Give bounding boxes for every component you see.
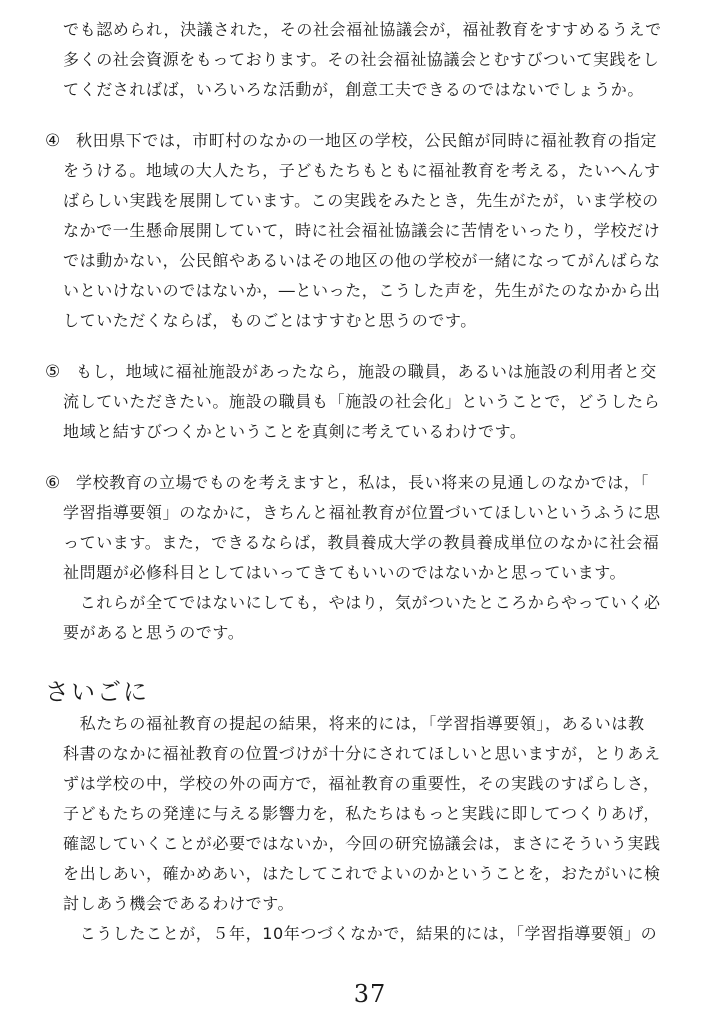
text-line: をうける。地域の大人たち，子どもたちもともに福祉教育を考える，たいへんす xyxy=(63,161,661,180)
text-line: 学習指導要領」のなかに，きちんと福祉教育が位置づいてほしいというふうに思 xyxy=(63,503,661,522)
text-line: これらが全てではないにしても，やはり，気がついたところからやっていく必 xyxy=(63,593,661,612)
text-line: 討しあう機会であるわけです。 xyxy=(63,894,295,913)
text-line: こうしたことが，５年，10年つづくなかで，結果的には，「学習指導要領」の xyxy=(63,924,658,943)
text-line: っています。また，できるならば，教員養成大学の教員養成単位のなかに社会福 xyxy=(63,533,660,552)
page-number: 37 xyxy=(353,980,387,1008)
section-heading: さいごに xyxy=(45,678,149,706)
text-line: 確認していくことが必要ではないか，今回の研究協議会は，まさにそういう実践 xyxy=(63,834,661,853)
text-line: 子どもたちの発達に与える影響力を，私たちはもっと実践に即してつくりあげ， xyxy=(63,804,660,823)
text-line: 秋田県下では，市町村のなかの一地区の学校，公民館が同時に福祉教育の指定 xyxy=(76,131,658,150)
text-line: 学校教育の立場でものを考えますと，私は，長い将来の見通しのなかでは，「 xyxy=(76,473,650,492)
text-line: なかで一生懸命展開していて，時に社会福祉協議会に苦情をいったり，学校だけ xyxy=(63,221,661,240)
text-line: 流していただきたい。施設の職員も「施設の社会化」ということで，どうしたら xyxy=(63,392,661,411)
text-line: では動かない，公民館やあるいはその地区の他の学校が一緒になってがんばらな xyxy=(63,251,661,270)
text-line: ずは学校の中，学校の外の両方で，福祉教育の重要性，その実践のすばらしさ， xyxy=(63,774,660,793)
text-line: いといけないのではないか，―といった，こうした声を，先生がたのなかから出 xyxy=(63,281,661,300)
text-line: 地域と結すびつくかということを真剣に考えているわけです。 xyxy=(63,422,527,441)
item-number-5: ⑤ xyxy=(45,362,61,382)
text-line: 祉問題が必修科目としてはいってきてもいいのではないかと思っています。 xyxy=(63,563,627,582)
text-line: てくださればば，いろいろな活動が，創意工夫できるのではないでしょうか。 xyxy=(63,80,645,99)
item-number-4: ④ xyxy=(45,131,61,151)
text-line: 要があると思うのです。 xyxy=(63,623,245,642)
text-line: もし，地域に福祉施設があったなら，施設の職員，あるいは施設の利用者と交 xyxy=(76,362,657,381)
text-line: ばらしい実践を展開しています。この実践をみたとき，先生がたが，いま学校の xyxy=(63,191,659,210)
text-line: 科書のなかに福祉教育の位置づけが十分にされてほしいと思いますが，とりあえ xyxy=(63,744,661,763)
item-number-6: ⑥ xyxy=(45,473,61,493)
text-line: でも認められ，決議された，その社会福祉協議会が，福祉教育をすすめるうえで xyxy=(63,20,662,39)
text-line: を出しあい，確かめあい，はたしてこれでよいのかということを，おたがいに検 xyxy=(63,864,661,883)
text-line: 私たちの福祉教育の提起の結果，将来的には，「学習指導要領」，あるいは教 xyxy=(63,714,645,733)
text-line: 多くの社会資源をもっております。その社会福祉協議会とむすびついて実践をし xyxy=(63,50,660,69)
text-line: していただくならば，ものごとはすすむと思うのです。 xyxy=(63,311,477,330)
